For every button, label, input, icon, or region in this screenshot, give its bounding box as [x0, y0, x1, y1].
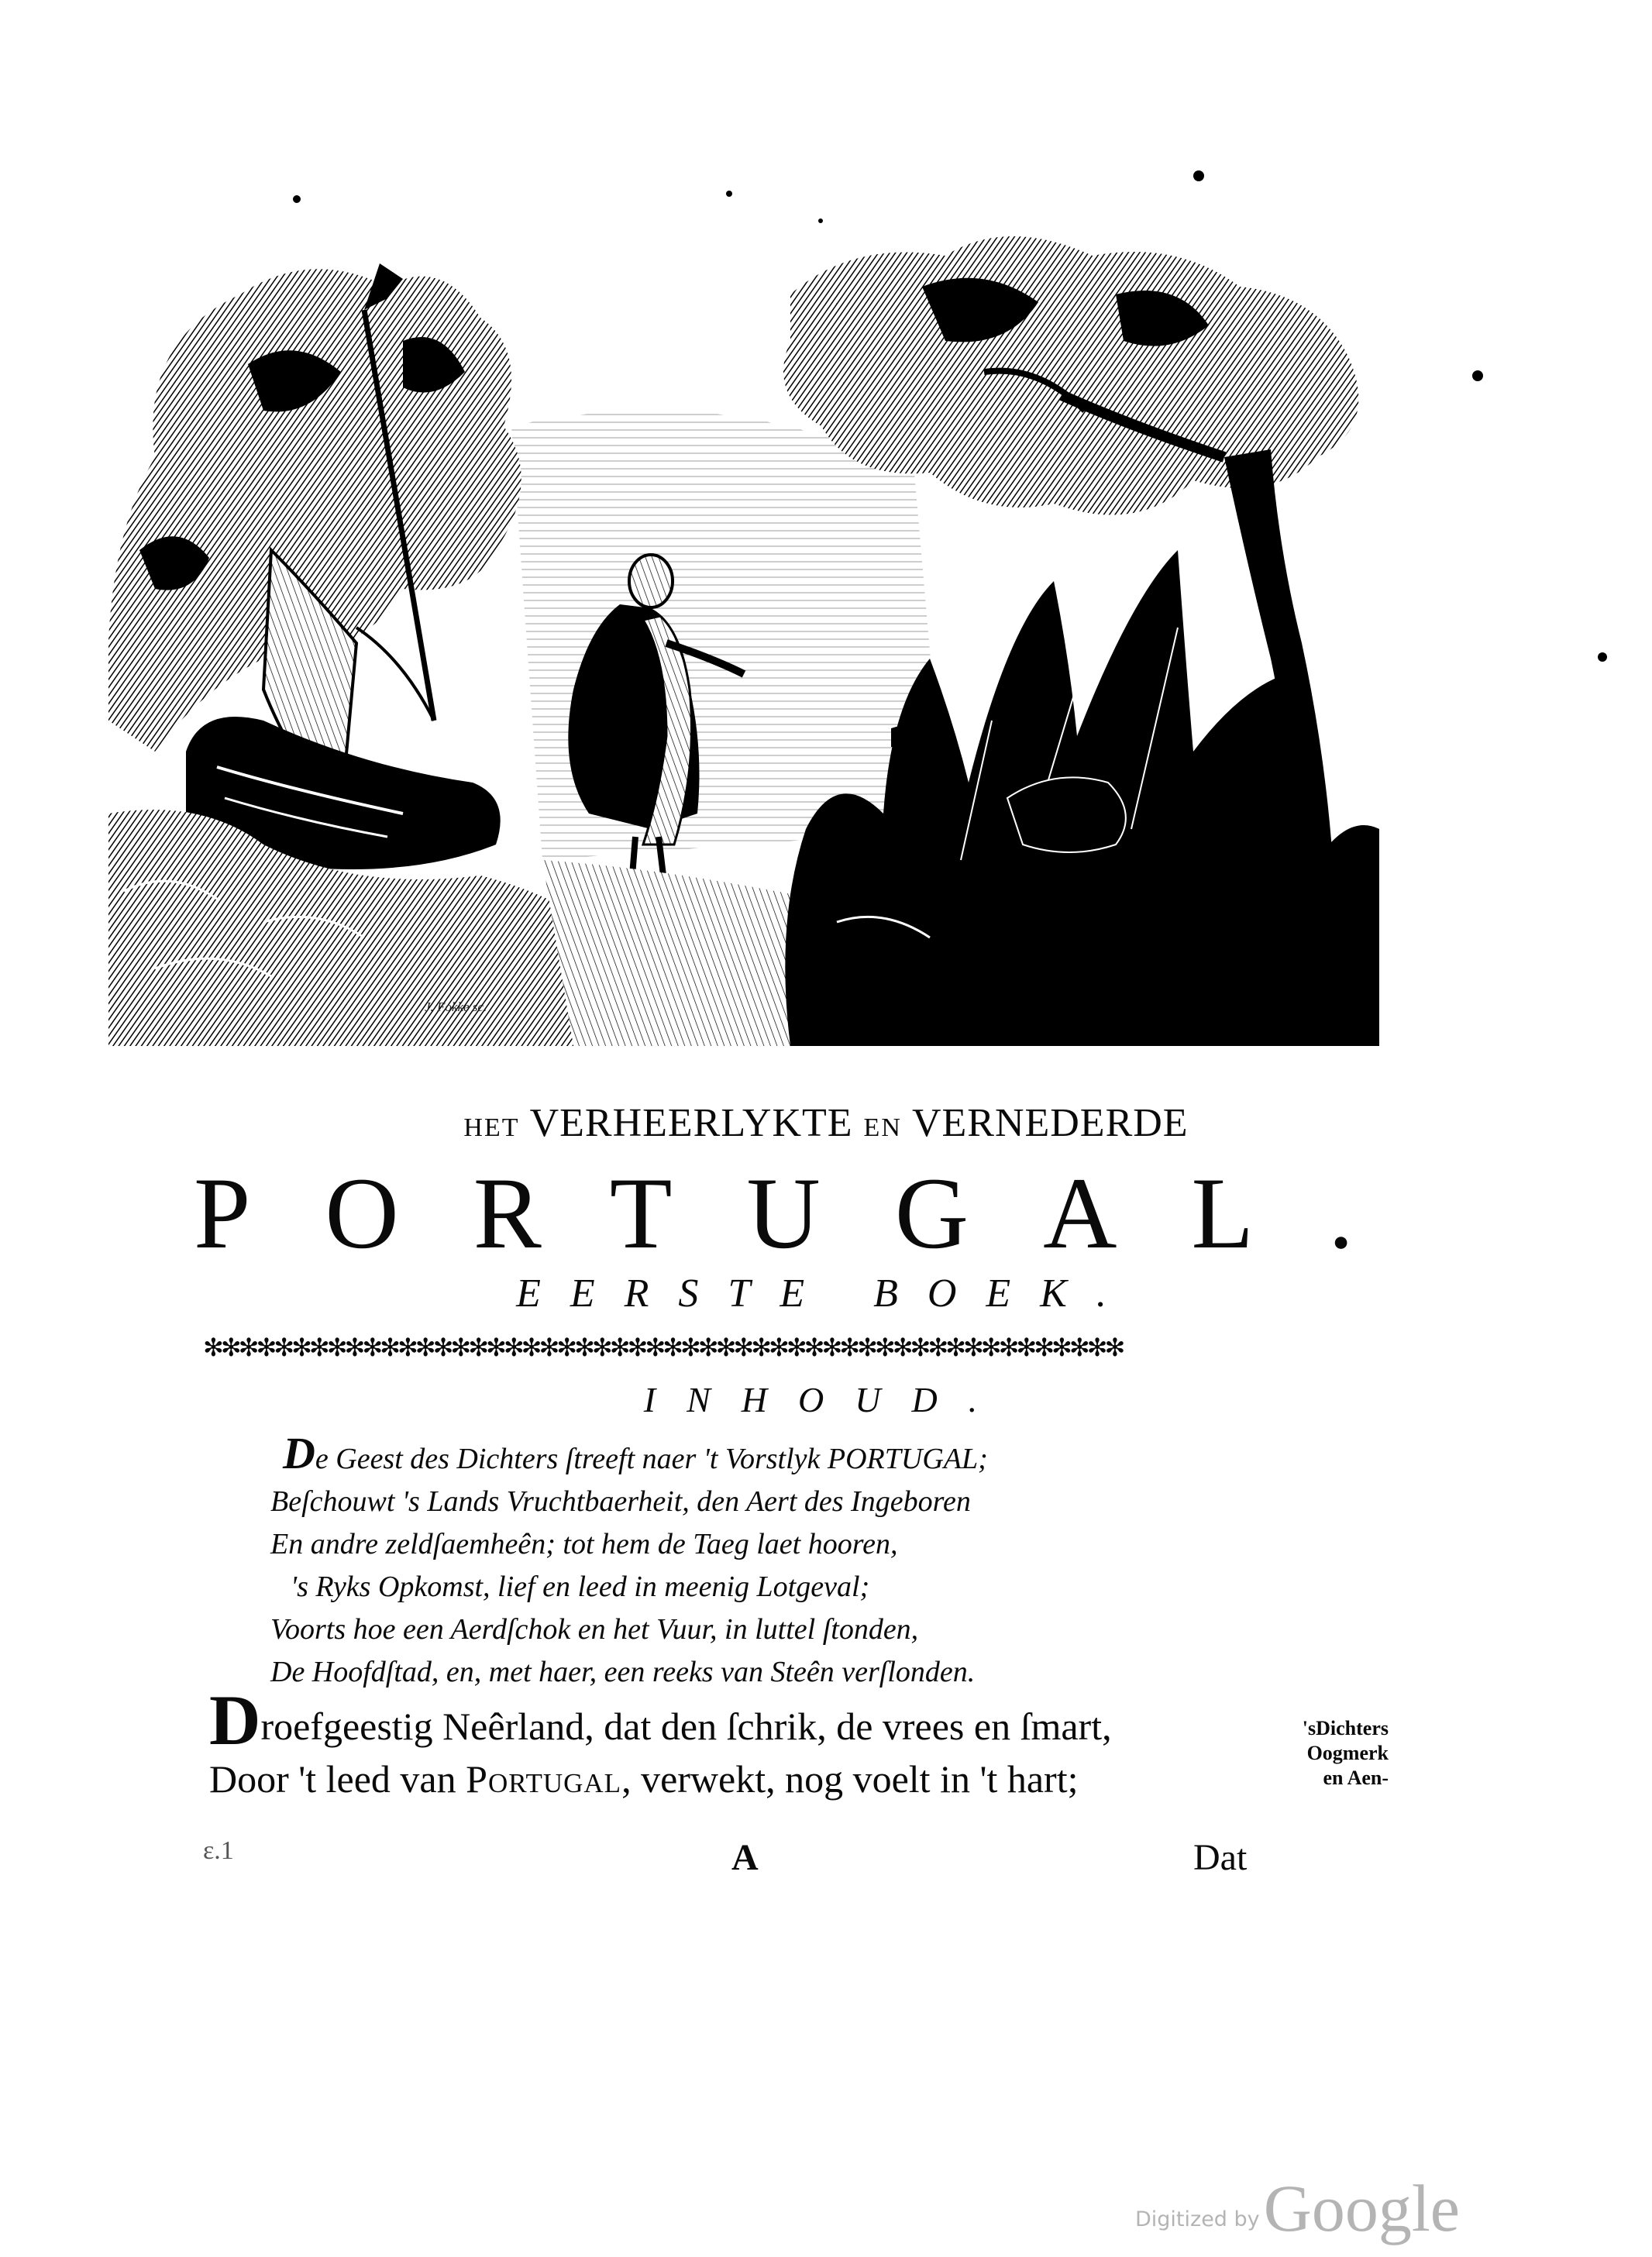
- argument-line-1: [267, 1428, 988, 1481]
- poem-line-2-post: , verwekt, nog voelt in 't hart;: [621, 1757, 1079, 1801]
- argument-line-2: Beſchouwt 's Lands Vruchtbaerheit, den Aert des Ingeboren: [270, 1485, 971, 1518]
- poem-line-2: [209, 1753, 1112, 1805]
- engraver-signature: J. Fokke sc.: [425, 999, 487, 1014]
- argument-line-1-text: e Geest des Dichters ſtreeft naer 't Vorstlyk PORTUGAL;: [315, 1443, 988, 1475]
- page-footer: [0, 1836, 1652, 1883]
- margin-note-line-3: en Aen-: [1323, 1767, 1389, 1789]
- argument-line-3: En andre zeldſaemheên; tot hem de Taeg laet hooren,: [270, 1528, 898, 1560]
- title-word-vernederde: VERNEDERDE: [911, 1101, 1189, 1145]
- poem-opening: [209, 1681, 1112, 1805]
- digitized-by-google-watermark: [1135, 2169, 1460, 2247]
- margin-note: [1279, 1716, 1389, 1791]
- inhoud-heading: INHOUD.: [643, 1380, 1009, 1419]
- scan-speck: [818, 218, 823, 223]
- title-word-verheerlykte: VERHEERLYKTE: [529, 1101, 853, 1145]
- poem-line-1: [209, 1681, 1112, 1760]
- watermark-digitized: Digitized by: [1135, 2207, 1260, 2231]
- margin-note-line-1: 'sDichters: [1302, 1717, 1389, 1739]
- ornament-rule: ✻✻✻✻✻✻✻✻✻✻✻✻✻✻✻✻✻✻✻✻✻✻✻✻✻✻✻✻✻✻✻✻✻✻✻✻✻✻✻✻✻✻✻✻✻✻✻✻✻✻✻✻: [203, 1334, 1123, 1361]
- engraving-illustration: [108, 225, 1379, 1046]
- title-eerste-boek: EERSTE BOEK.: [516, 1271, 1136, 1316]
- argument-line-6: De Hoofdſtad, en, met haer, een reeks van Steên verſlonden.: [270, 1656, 976, 1688]
- engraving-vignette: [108, 225, 1379, 1046]
- argument-dropcap: D: [283, 1428, 315, 1478]
- argument-line-5: Voorts hoe een Aerdſchok en het Vuur, in luttel ſtonden,: [270, 1613, 919, 1646]
- poem-line-2-name: Portugal: [466, 1757, 622, 1801]
- scan-speck: [1472, 370, 1483, 381]
- scan-speck: [726, 191, 732, 197]
- title-word-het: HET: [463, 1113, 520, 1142]
- inhoud-argument: [267, 1428, 988, 1694]
- poem-dropcap: D: [209, 1681, 261, 1760]
- scan-speck: [293, 195, 301, 203]
- scan-speck: [1598, 652, 1607, 662]
- watermark-google: Google: [1263, 2171, 1460, 2245]
- signature-mark: A: [731, 1837, 759, 1878]
- title-line-verheerlykte: [0, 1100, 1652, 1146]
- title-word-en: EN: [863, 1113, 902, 1142]
- poem-line-1-text: roefgeestig Neêrland, dat den ſchrik, de vrees en ſmart,: [260, 1705, 1112, 1748]
- title-portugal: PORTUGAL.: [194, 1156, 1429, 1270]
- argument-line-4: 's Ryks Opkomst, lief en leed in meenig Lotgeval;: [291, 1571, 870, 1603]
- sheet-mark: ɛ.1: [203, 1836, 234, 1865]
- margin-note-line-2: Oogmerk: [1306, 1742, 1389, 1764]
- catchword: Dat: [1193, 1837, 1248, 1878]
- scan-speck: [1193, 170, 1204, 181]
- poem-line-2-pre: Door 't leed van: [209, 1757, 466, 1801]
